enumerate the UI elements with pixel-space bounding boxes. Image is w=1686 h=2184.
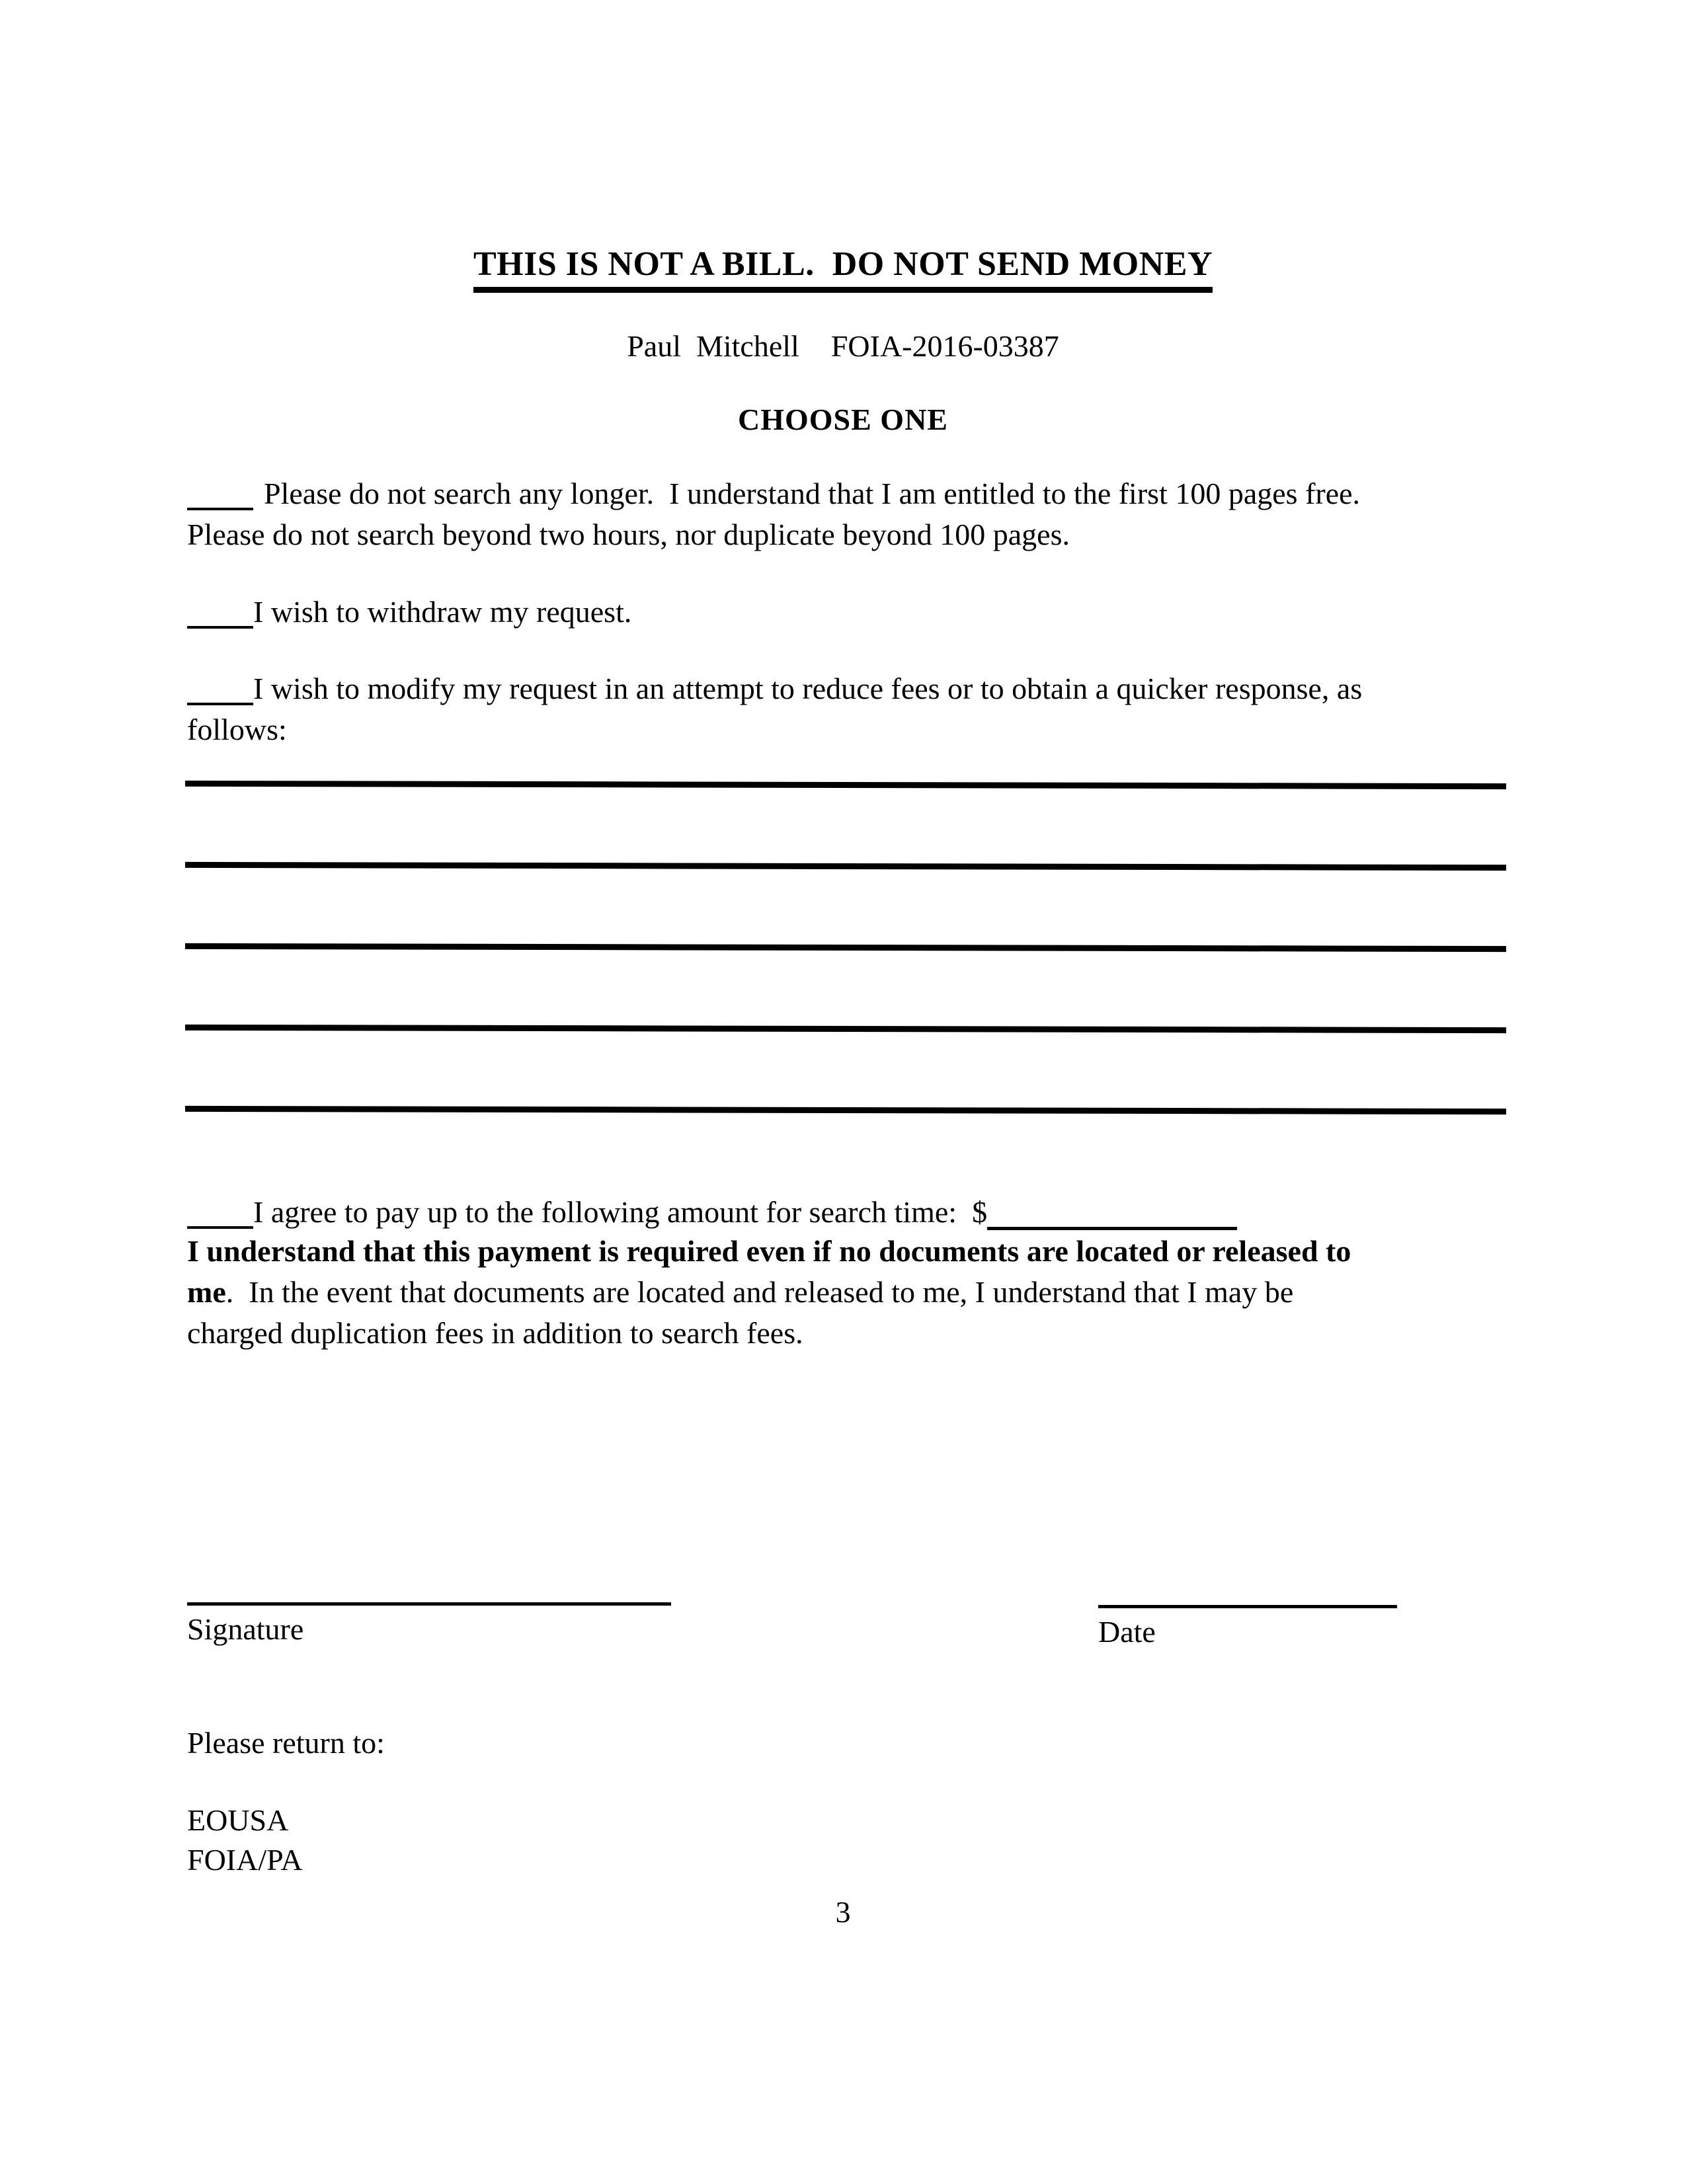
option-no-search-text-line1: Please do not search any longer. I understand that I am entitled to the first 100 pages free. — [264, 477, 1361, 510]
signature-line[interactable] — [187, 1602, 671, 1606]
date-line[interactable] — [1098, 1605, 1397, 1608]
banner-title-row — [0, 245, 1686, 293]
payment-notice-bold-line1: I understand that this payment is required even if no documents are located or released to — [187, 1234, 1351, 1268]
response-writein-line-4[interactable] — [185, 1025, 1506, 1033]
requester-line — [0, 329, 1686, 364]
response-writein-line-5[interactable] — [185, 1106, 1506, 1114]
banner-title: THIS IS NOT A BILL. DO NOT SEND MONEY — [473, 245, 1213, 293]
payment-notice-line3: charged duplication fees in addition to search fees. — [187, 1316, 803, 1350]
option-agree-pay — [187, 1192, 1493, 1233]
requester-name: Paul Mitchell — [627, 329, 799, 363]
payment-notice — [187, 1231, 1493, 1354]
amount-blank[interactable] — [987, 1227, 1237, 1230]
option-withdraw-text: I wish to withdraw my request. — [253, 595, 632, 629]
return-to-line-foiapa: FOIA/PA — [187, 1843, 303, 1877]
response-writein-line-1[interactable] — [185, 781, 1506, 789]
response-writein-line-3[interactable] — [185, 943, 1506, 952]
signature-label: Signature — [187, 1612, 304, 1646]
choose-one-heading: CHOOSE ONE — [737, 403, 948, 436]
option-no-search — [187, 473, 1493, 555]
choice-blank-agree-pay[interactable] — [187, 1226, 253, 1229]
choice-blank-withdraw[interactable] — [187, 626, 253, 629]
return-to-heading: Please return to: — [187, 1726, 385, 1760]
choice-blank-no-search[interactable] — [187, 508, 253, 510]
choice-blank-modify[interactable] — [187, 703, 253, 705]
payment-notice-bold-me: me — [187, 1275, 226, 1309]
case-number: FOIA-2016-03387 — [830, 329, 1059, 363]
return-to-line-eousa: EOUSA — [187, 1803, 289, 1837]
date-label: Date — [1098, 1615, 1156, 1649]
response-writein-line-2[interactable] — [185, 862, 1506, 871]
option-modify-text-line2: follows: — [187, 713, 287, 746]
option-agree-pay-text: I agree to pay up to the following amount for search time: $ — [253, 1195, 988, 1229]
page-number: 3 — [835, 1895, 851, 1929]
payment-notice-regular-line2: . In the event that documents are located and released to me, I understand that I may be — [225, 1275, 1294, 1309]
option-withdraw — [187, 592, 1493, 633]
option-modify-text-line1: I wish to modify my request in an attempt to reduce fees or to obtain a quicker response, as — [253, 672, 1363, 705]
option-no-search-text-line2: Please do not search beyond two hours, nor duplicate beyond 100 pages. — [187, 518, 1070, 551]
option-modify — [187, 668, 1493, 750]
